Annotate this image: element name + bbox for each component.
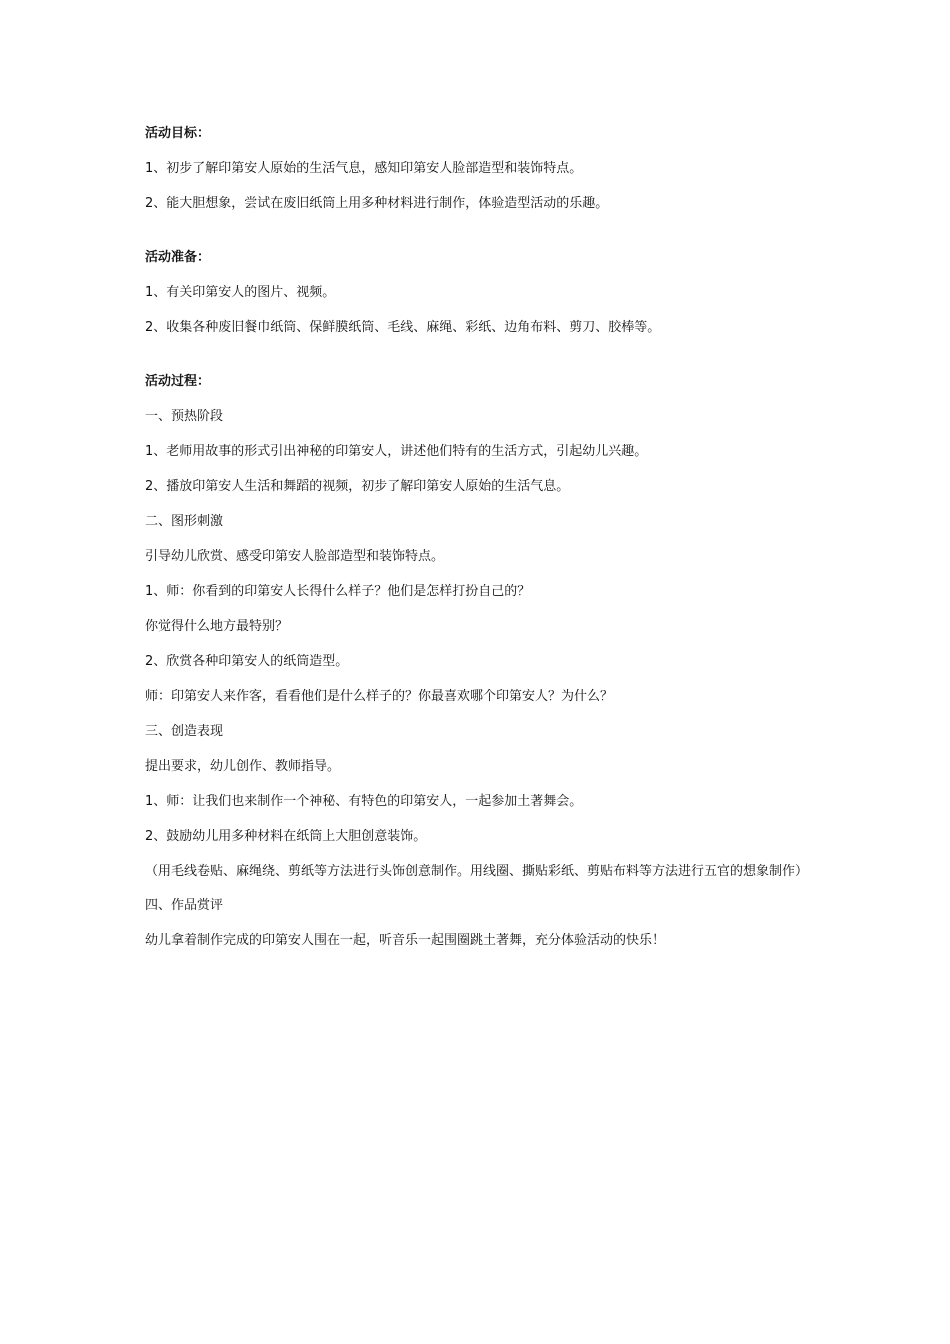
stage2-item-1: 1、师：你看到的印第安人长得什么样子？他们是怎样打扮自己的？ [145, 584, 531, 599]
process-heading: 活动过程： [145, 374, 211, 389]
section-gap [145, 229, 810, 248]
stage4-title: 四、作品赏评 [145, 898, 224, 913]
stage2-item-3: 2、欣赏各种印第安人的纸筒造型。 [145, 654, 349, 669]
stage3-intro: 提出要求，幼儿创作、教师指导。 [145, 759, 341, 774]
goal-item-1: 1、初步了解印第安人原始的生活气息，感知印第安人脸部造型和装饰特点。 [145, 161, 583, 176]
prep-heading: 活动准备： [145, 250, 211, 265]
stage3-title: 三、创造表现 [145, 724, 224, 739]
stage2-item-2: 你觉得什么地方最特别？ [145, 619, 289, 634]
stage1-item-2: 2、播放印第安人生活和舞蹈的视频，初步了解印第安人原始的生活气息。 [145, 479, 570, 494]
stage1-item-1: 1、老师用故事的形式引出神秘的印第安人，讲述他们特有的生活方式，引起幼儿兴趣。 [145, 444, 648, 459]
document-body [145, 124, 810, 966]
stage1-title: 一、预热阶段 [145, 409, 224, 424]
stage2-title: 二、图形刺激 [145, 514, 224, 529]
stage3-item-2: 2、鼓励幼儿用多种材料在纸筒上大胆创意装饰。 [145, 829, 427, 844]
goals-heading: 活动目标： [145, 126, 211, 141]
prep-item-1: 1、有关印第安人的图片、视频。 [145, 285, 336, 300]
prep-item-2: 2、收集各种废旧餐巾纸筒、保鲜膜纸筒、毛线、麻绳、彩纸、边角布料、剪刀、胶棒等。 [145, 320, 661, 335]
goal-item-2: 2、能大胆想象，尝试在废旧纸筒上用多种材料进行制作，体验造型活动的乐趣。 [145, 196, 609, 211]
section-gap [145, 353, 810, 372]
stage3-note: （用毛线卷贴、麻绳绕、剪纸等方法进行头饰创意制作。用线圈、撕贴彩纸、剪贴布料等方法进行五官的想象制作） [145, 864, 809, 879]
stage2-item-4: 师：印第安人来作客，看看他们是什么样子的？你最喜欢哪个印第安人？为什么？ [145, 689, 614, 704]
stage2-intro: 引导幼儿欣赏、感受印第安人脸部造型和装饰特点。 [145, 549, 445, 564]
stage3-item-1: 1、师：让我们也来制作一个神秘、有特色的印第安人，一起参加土著舞会。 [145, 794, 583, 809]
stage4-text: 幼儿拿着制作完成的印第安人围在一起，听音乐一起围圈跳土著舞，充分体验活动的快乐！ [145, 933, 666, 948]
